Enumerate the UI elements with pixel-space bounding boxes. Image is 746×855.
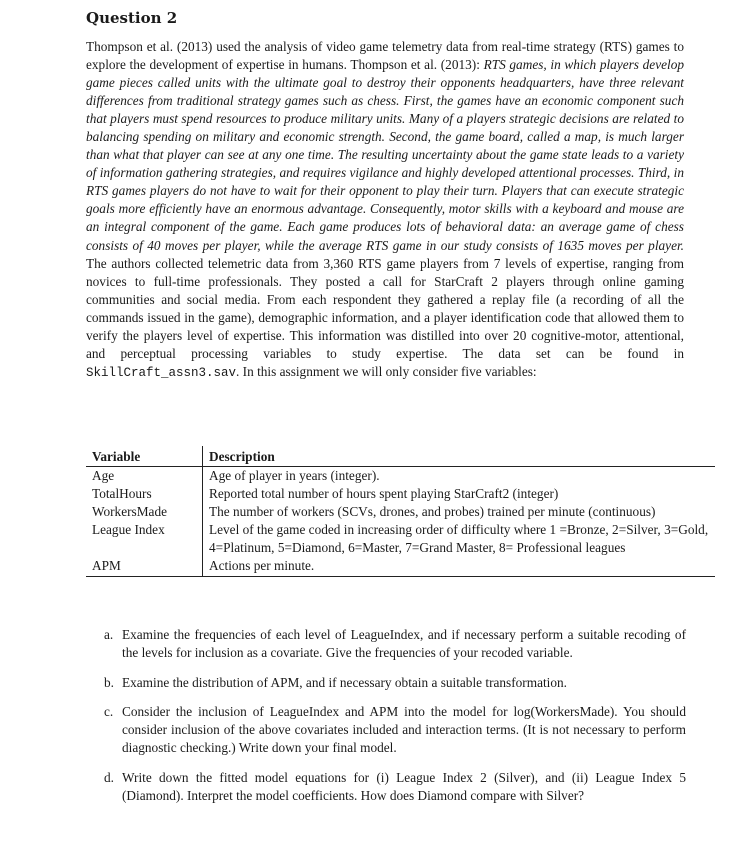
variable-name: League Index: [86, 521, 203, 557]
intro-text-1: Thompson et al. (2013) used the analysis of video game telemetry data from real-time strategy (RTS) games to explore the development of expertise in humans. Thompson et al. (2013):: [86, 39, 684, 73]
table-row: [86, 467, 715, 486]
variable-name: APM: [86, 557, 203, 577]
item-label: b.: [104, 674, 114, 690]
table-row: [86, 521, 715, 557]
intro-paragraph: [86, 38, 684, 382]
question-title: Question 2: [86, 9, 178, 27]
intro-text-2: The authors collected telemetric data from 3,360 RTS game players from 7 levels of expertise, ranging from novices to full-time professionals. They posted a call for StarCraft 2 players through online gaming communities and social media. From each respondent they gathered a replay file (a recording of all the commands issued in the game), demographic information, and a player identification code that allowed them to verify the players level of expertise. This information was distilled into over 20 cognitive-motor, attentional, and perceptual processing variables to study expertise. The data set can be found in: [86, 255, 684, 361]
variables-table: [86, 446, 715, 577]
variable-description: The number of workers (SCVs, drones, and probes) trained per minute (continuous): [209, 504, 656, 519]
variable-description: Reported total number of hours spent playing StarCraft2 (integer): [209, 486, 559, 501]
variable-name: WorkersMade: [86, 503, 203, 521]
list-item: [104, 703, 686, 758]
variable-description: Level of the game coded in increasing order of difficulty where 1 =Bronze, 2=Silver, 3=Gold, 4=Platinum, 5=Diamond, 6=Master, 7=Grand Master, 8= Professional leagues: [209, 522, 709, 555]
variable-name: TotalHours: [86, 485, 203, 503]
variable-description: Age of player in years (integer).: [209, 468, 380, 483]
list-item: [104, 626, 686, 663]
intro-quote: RTS games, in which players develop game pieces called units with the ultimate goal to destroy their opponents headquarters, have three relevant differences from traditional strategy games such as chess. First, the games have an economic component such that players must spend resources to produce military units. Many of a players strategic decisions are related to balancing spending on military and economic strength. Second, the game board, called a map, is much larger than what that player can see at any one time. The resulting uncertainty about the game state leads to a variety of information gathering strategies, and requires vigilance and highly developed attentional processes. Third, in RTS games players do not have to wait for their opponent to play their turn. Players that can execute strategic goals more efficiently have an enormous advantage. Consequently, motor skills with a keyboard and mouse are an integral component of the game. Each game produces lots of behavioral data: an average game of chess consists of 40 moves per player, while the average RTS game in our study consists of 1635 moves per player.: [86, 57, 684, 253]
question-items: [104, 626, 686, 816]
item-text: Write down the fitted model equations for (i) League Index 2 (Silver), and (ii) League Index 5 (Diamond). Interpret the model coefficients. How does Diamond compare with Silver?: [122, 769, 686, 804]
item-label: c.: [104, 703, 114, 719]
table-row: [86, 503, 715, 521]
header-variable: Variable: [86, 446, 203, 467]
table-row: [86, 557, 715, 577]
intro-text-3: . In this assignment we will only consider five variables:: [236, 363, 537, 379]
list-item: [104, 769, 686, 806]
variable-name: Age: [86, 467, 203, 486]
item-text: Examine the frequencies of each level of LeagueIndex, and if necessary perform a suitable recoding of the levels for inclusion as a covariate. Give the frequencies of your recoded variable.: [122, 627, 686, 661]
item-label: d.: [104, 769, 114, 785]
header-description: Description: [203, 446, 716, 467]
variable-description: Actions per minute.: [203, 557, 716, 577]
table-row: [86, 485, 715, 503]
dataset-filename: SkillCraft_assn3.sav: [86, 365, 237, 380]
list-item: [104, 674, 686, 692]
item-text: Examine the distribution of APM, and if necessary obtain a suitable transformation.: [122, 674, 567, 690]
item-text: Consider the inclusion of LeagueIndex and APM into the model for log(WorkersMade). You should consider inclusion of the above covariates included and interaction terms. (It is not necessary to perform diagnostic checking.) Write down your final model.: [122, 703, 686, 756]
item-label: a.: [104, 627, 114, 642]
table-header-row: [86, 446, 715, 467]
